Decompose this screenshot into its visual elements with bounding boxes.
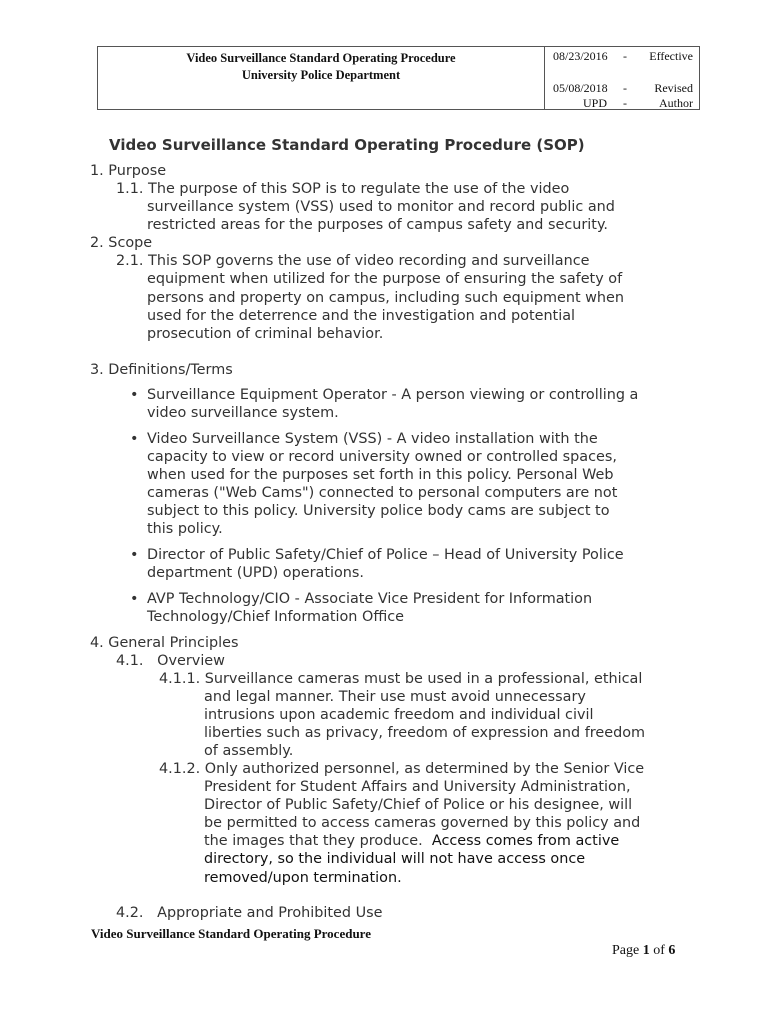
- paragraph-line: Technology/Chief Information Office: [147, 609, 404, 625]
- paragraph-line: [204, 832, 619, 850]
- paragraph-line: removed/upon termination.: [204, 870, 402, 886]
- paragraph-line: President for Student Affairs and University Administration,: [204, 779, 631, 795]
- section-heading: 1. Purpose: [90, 163, 167, 179]
- revised-label: Revised: [654, 81, 693, 95]
- paragraph-line: of assembly.: [204, 743, 294, 759]
- paragraph-line: 1.1. The purpose of this SOP is to regulate the use of the video: [116, 181, 570, 197]
- dash: -: [623, 96, 627, 110]
- paragraph-fragment: the images that they produce.: [204, 833, 423, 849]
- page-current: 1: [642, 943, 650, 958]
- bullet-item: • Surveillance Equipment Operator - A person viewing or controlling a: [147, 386, 638, 404]
- section-heading: 4. General Principles: [90, 635, 239, 651]
- section-heading: 2. Scope: [90, 235, 153, 251]
- bullet-item: • Video Surveillance System (VSS) - A video installation with the: [147, 430, 598, 448]
- paragraph-line: used for the deterrence and the investigation and potential: [147, 308, 576, 324]
- header-department: University Police Department: [241, 68, 401, 82]
- footer-title: Video Surveillance Standard Operating Procedure: [91, 926, 371, 941]
- document-title: Video Surveillance Standard Operating Procedure (SOP): [109, 136, 585, 154]
- header-dates-cell: [545, 47, 699, 109]
- paragraph-line: 4.1.1. Surveillance cameras must be used in a professional, ethical: [159, 671, 643, 687]
- paragraph-line: directory, so the individual will not have access once: [204, 851, 586, 867]
- paragraph-line: capacity to view or record university owned or controlled spaces,: [147, 449, 617, 465]
- paragraph-line: prosecution of criminal behavior.: [147, 326, 384, 342]
- subsection-heading: 4.2. Appropriate and Prohibited Use: [116, 905, 383, 921]
- header-title-cell: [98, 47, 545, 109]
- paragraph-line: when used for the purposes set forth in this policy. Personal Web: [147, 467, 614, 483]
- header-title: Video Surveillance Standard Operating Procedure: [186, 51, 456, 65]
- dash: -: [623, 49, 627, 63]
- paragraph-line: restricted areas for the purposes of campus safety and security.: [147, 217, 608, 233]
- page-prefix: Page: [612, 943, 640, 958]
- paragraph-line: equipment when utilized for the purpose of ensuring the safety of: [147, 271, 623, 287]
- paragraph-line: this policy.: [147, 521, 223, 537]
- paragraph-line: cameras ("Web Cams") connected to personal computers are not: [147, 485, 618, 501]
- paragraph-line: surveillance system (VSS) used to monitor and record public and: [147, 199, 615, 215]
- effective-label: Effective: [649, 49, 693, 63]
- section-heading: 3. Definitions/Terms: [90, 362, 233, 378]
- bullet-item: • AVP Technology/CIO - Associate Vice President for Information: [147, 590, 592, 608]
- effective-date: 08/23/2016: [553, 49, 608, 63]
- paragraph-line: intrusions upon academic freedom and individual civil: [204, 707, 594, 723]
- author-value: UPD: [583, 96, 608, 110]
- revised-date: 05/08/2018: [553, 81, 608, 95]
- paragraph-line: persons and property on campus, including such equipment when: [147, 290, 625, 306]
- page-total: 6: [668, 943, 676, 958]
- paragraph-line: be permitted to access cameras governed by this policy and: [204, 815, 641, 831]
- dash: -: [623, 81, 627, 95]
- author-label: Author: [659, 96, 693, 110]
- subsection-heading: 4.1. Overview: [116, 653, 225, 669]
- paragraph-line: and legal manner. Their use must avoid unnecessary: [204, 689, 586, 705]
- paragraph-line: 4.1.2. Only authorized personnel, as determined by the Senior Vice: [159, 761, 645, 777]
- paragraph-line: liberties such as privacy, freedom of expression and freedom: [204, 725, 646, 741]
- paragraph-line: department (UPD) operations.: [147, 565, 364, 581]
- paragraph-fragment-added: Access comes from active: [431, 833, 620, 849]
- header-table: [97, 46, 700, 110]
- paragraph-line: video surveillance system.: [147, 405, 339, 421]
- paragraph-line: 2.1. This SOP governs the use of video recording and surveillance: [116, 253, 590, 269]
- paragraph-line: Director of Public Safety/Chief of Police or his designee, will: [204, 797, 633, 813]
- page-number: [612, 943, 675, 959]
- bullet-item: • Director of Public Safety/Chief of Police – Head of University Police: [147, 546, 624, 564]
- paragraph-line: subject to this policy. University police body cams are subject to: [147, 503, 610, 519]
- page-of: of: [653, 943, 665, 958]
